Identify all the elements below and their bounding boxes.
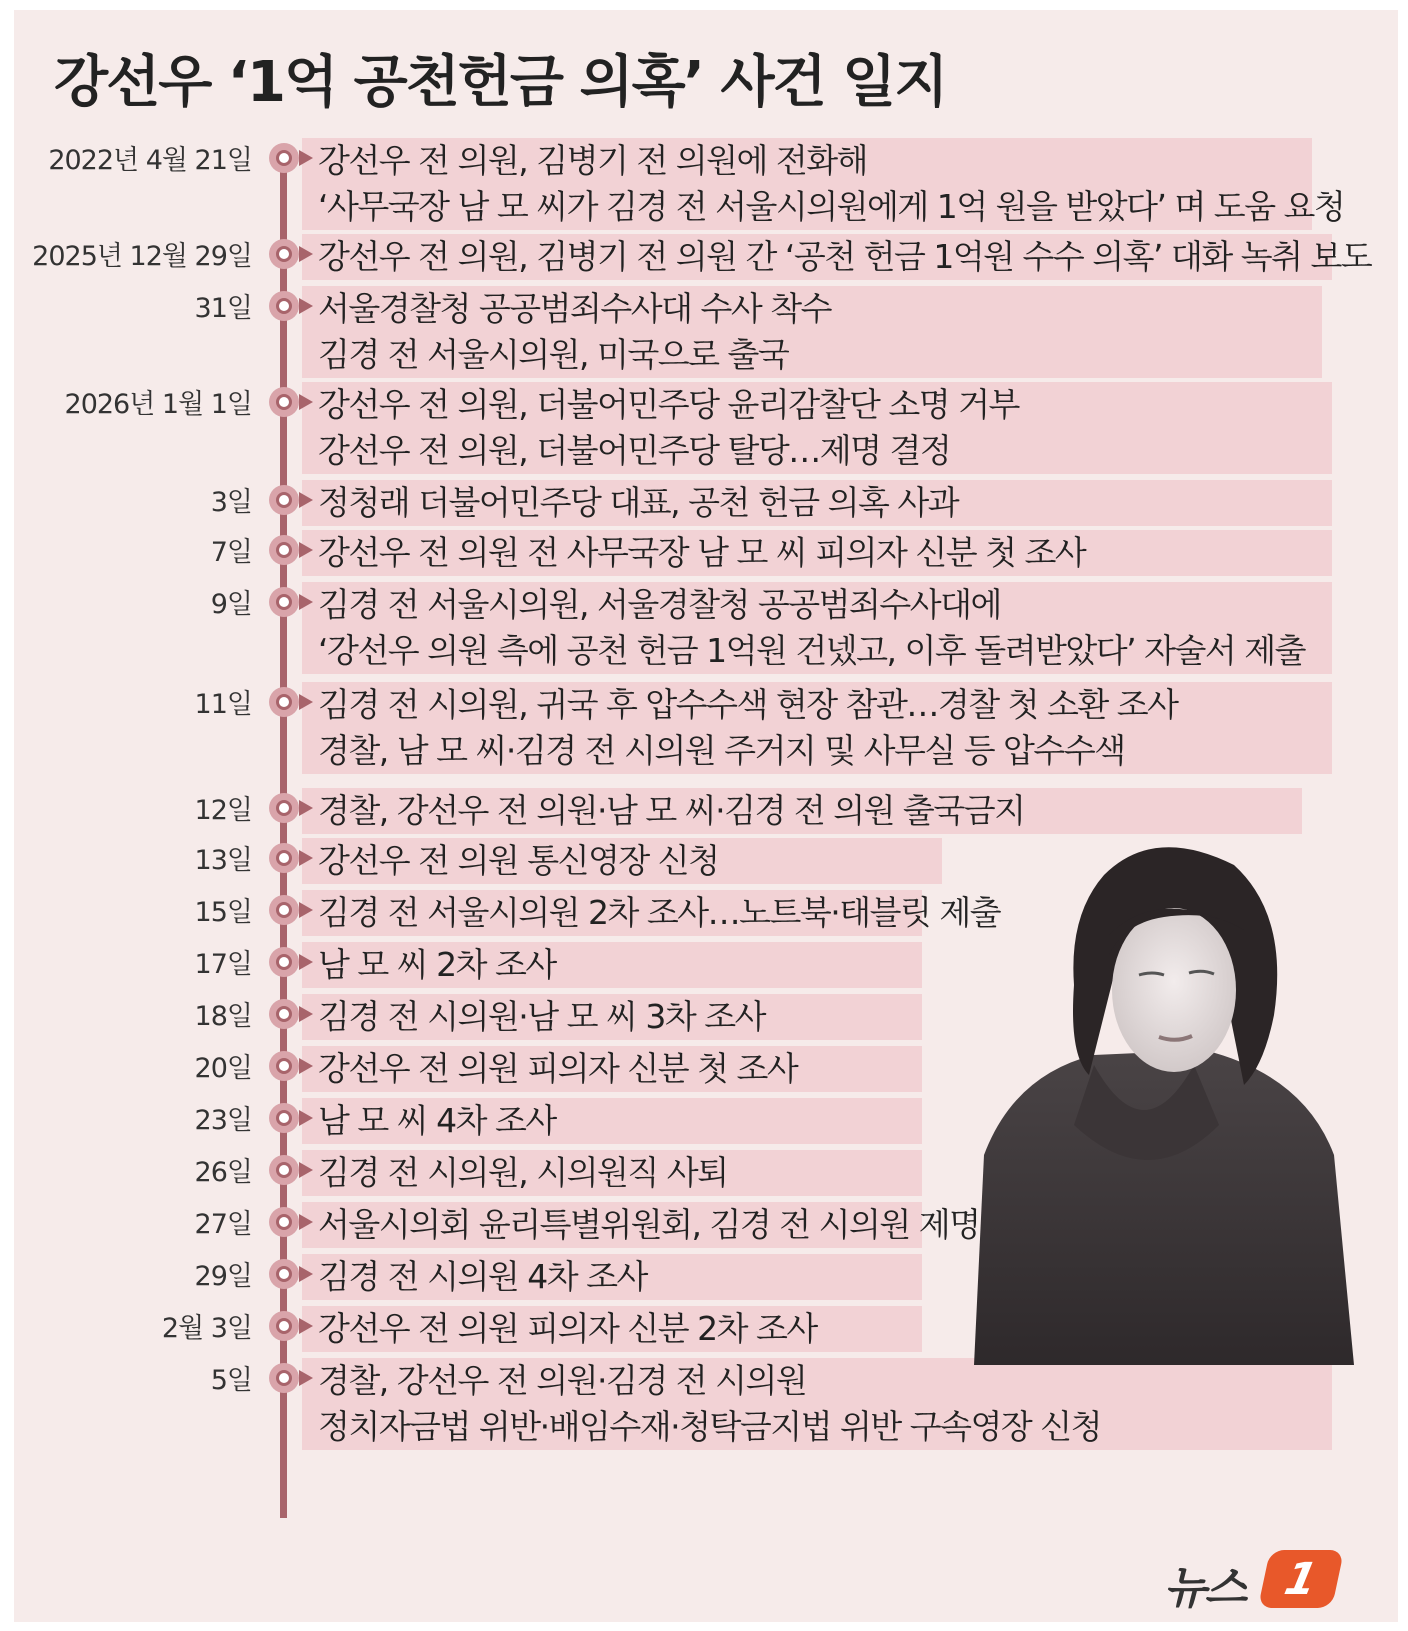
entry-line: 강선우 전 의원, 김병기 전 의원에 전화해 [318,141,867,180]
entry-date: 23일 [194,1105,252,1136]
entry-line: 정청래 더불어민주당 대표, 공천 헌금 의혹 사과 [318,483,959,522]
entry-text [318,994,765,1040]
timeline-node-icon [269,1311,299,1341]
logo-badge-number: 1 [1280,1554,1322,1605]
entry-date: 3일 [210,487,252,518]
arrow-right-icon [299,246,313,262]
entry-line: 강선우 전 의원, 더불어민주당 윤리감찰단 소명 거부 [318,385,1019,424]
arrow-right-icon [299,492,313,508]
arrow-right-icon [299,1214,313,1230]
entry-date: 2월 3일 [161,1313,252,1344]
entry-text [318,1150,728,1196]
arrow-right-icon [299,694,313,710]
timeline-node-icon [269,1207,299,1237]
entry-line: 김경 전 서울시의원, 미국으로 출국 [318,335,789,374]
entry-date: 5일 [210,1365,252,1396]
entry-text [318,1306,817,1352]
entry-line: 서울시의회 윤리특별위원회, 김경 전 시의원 제명 [318,1205,980,1244]
timeline-node-icon [269,1259,299,1289]
entry-line: 김경 전 서울시의원, 서울경찰청 공공범죄수사대에 [318,585,1001,624]
arrow-right-icon [299,298,313,314]
entry-date: 31일 [194,293,252,324]
arrow-right-icon [299,1110,313,1126]
entry-date: 29일 [194,1261,252,1292]
arrow-right-icon [299,850,313,866]
arrow-right-icon [299,594,313,610]
timeline-node-icon [269,387,299,417]
arrow-right-icon [299,150,313,166]
arrow-right-icon [299,1006,313,1022]
entry-text [318,234,1371,280]
entry-text [318,138,1344,230]
timeline-node-icon [269,1051,299,1081]
entry-line: 경찰, 강선우 전 의원·남 모 씨·김경 전 의원 출국금지 [318,791,1025,830]
entry-line: 남 모 씨 2차 조사 [318,945,556,984]
arrow-right-icon [299,1318,313,1334]
entry-line: 경찰, 강선우 전 의원·김경 전 시의원 [318,1361,807,1400]
timeline-node-icon [269,1155,299,1185]
entry-text [318,1254,647,1300]
timeline-node-icon [269,843,299,873]
timeline-node-icon [269,947,299,977]
entry-text [318,530,1085,576]
timeline-card [14,10,1398,1622]
arrow-right-icon [299,800,313,816]
entry-line: 강선우 전 의원, 더불어민주당 탈당…제명 결정 [318,431,951,470]
news1-logo [1164,1550,1354,1614]
entry-line: 김경 전 시의원·남 모 씨 3차 조사 [318,997,765,1036]
entry-line: ‘강선우 의원 측에 공천 헌금 1억원 건넸고, 이후 돌려받았다’ 자술서 제출 [318,631,1305,670]
entry-line: 김경 전 시의원, 시의원직 사퇴 [318,1153,728,1192]
entry-text [318,942,556,988]
entry-date: 11일 [194,689,252,720]
arrow-right-icon [299,954,313,970]
entry-text [318,682,1177,774]
entry-date: 18일 [194,1001,252,1032]
entry-text [318,890,1000,936]
entry-line: 김경 전 시의원, 귀국 후 압수수색 현장 참관…경찰 첫 소환 조사 [318,685,1178,724]
arrow-right-icon [299,1370,313,1386]
entry-date: 27일 [194,1209,252,1240]
entry-date: 17일 [194,949,252,980]
entry-line: 남 모 씨 4차 조사 [318,1101,556,1140]
entry-line: 강선우 전 의원 통신영장 신청 [318,841,719,880]
entry-text [318,788,1024,834]
entry-date: 2022년 4월 21일 [48,145,252,176]
timeline-node-icon [269,485,299,515]
entry-date: 2025년 12월 29일 [32,241,252,272]
timeline-node-icon [269,793,299,823]
timeline-node-icon [269,587,299,617]
portrait-photo [944,825,1354,1365]
entry-line: 경찰, 남 모 씨·김경 전 시의원 주거지 및 사무실 등 압수수색 [318,731,1125,770]
entry-date: 9일 [210,589,252,620]
entry-text [318,838,719,884]
timeline-node-icon [269,535,299,565]
entry-date: 13일 [194,845,252,876]
entry-text [318,1098,556,1144]
entry-text [318,286,831,378]
entry-line: 강선우 전 의원 피의자 신분 2차 조사 [318,1309,817,1348]
arrow-right-icon [299,1266,313,1282]
timeline-node-icon [269,895,299,925]
entry-date: 15일 [194,897,252,928]
timeline-node-icon [269,1103,299,1133]
entry-date: 20일 [194,1053,252,1084]
page-title: 강선우 ‘1억 공천헌금 의혹’ 사건 일지 [54,50,947,115]
entry-date: 12일 [194,795,252,826]
arrow-right-icon [299,394,313,410]
timeline-node-icon [269,143,299,173]
entry-date: 2026년 1월 1일 [64,389,252,420]
timeline-node-icon [269,291,299,321]
timeline-node-icon [269,239,299,269]
entry-line: ‘사무국장 남 모 씨가 김경 전 서울시의원에게 1억 원을 받았다’ 며 도움 요청 [318,187,1345,226]
entry-line: 강선우 전 의원 피의자 신분 첫 조사 [318,1049,798,1088]
entry-line: 강선우 전 의원 전 사무국장 남 모 씨 피의자 신분 첫 조사 [318,533,1086,572]
entry-text [318,1358,1101,1450]
entry-text [318,382,1019,474]
entry-line: 정치자금법 위반·배임수재·청탁금지법 위반 구속영장 신청 [318,1407,1102,1446]
entry-line: 김경 전 서울시의원 2차 조사…노트북·태블릿 제출 [318,893,1001,932]
entry-date: 7일 [210,537,252,568]
timeline-node-icon [269,1363,299,1393]
entry-line: 서울경찰청 공공범죄수사대 수사 착수 [318,289,832,328]
entry-line: 김경 전 시의원 4차 조사 [318,1257,647,1296]
arrow-right-icon [299,1058,313,1074]
timeline-node-icon [269,999,299,1029]
logo-text: 뉴스 [1164,1563,1246,1614]
entry-date: 26일 [194,1157,252,1188]
entry-line: 강선우 전 의원, 김병기 전 의원 간 ‘공천 헌금 1억원 수수 의혹’ 대화 녹취 보도 [318,237,1372,276]
arrow-right-icon [299,1162,313,1178]
entry-text [318,582,1305,674]
timeline-node-icon [269,687,299,717]
logo-badge [1258,1550,1344,1608]
entry-text [318,1202,980,1248]
entry-text [318,1046,797,1092]
arrow-right-icon [299,902,313,918]
entry-text [318,480,958,526]
arrow-right-icon [299,542,313,558]
